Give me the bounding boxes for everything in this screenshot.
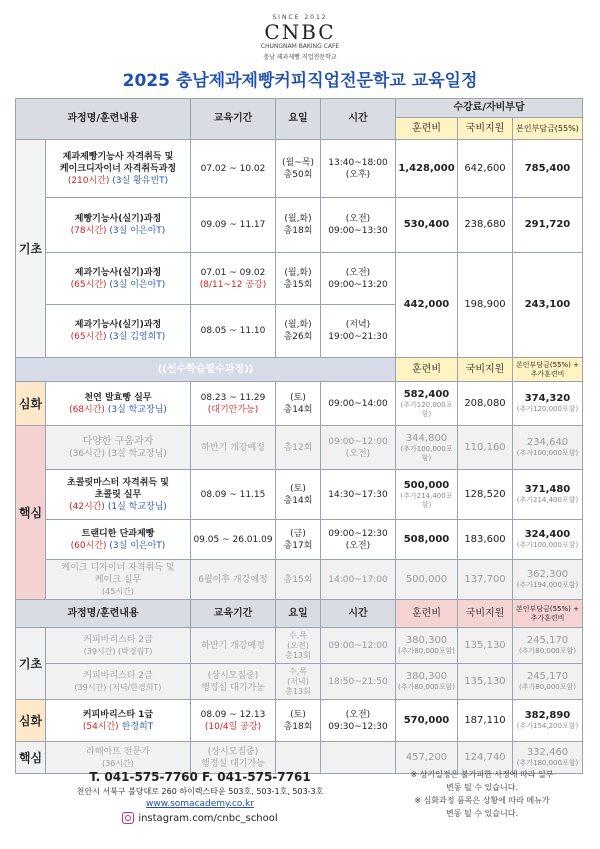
time-cell [321, 140, 396, 198]
time-cell: 09:00~12:00 [321, 628, 396, 664]
self-cell-shared: 243,100 [513, 253, 583, 358]
header2-self: 본인부담금(55%) + 추가훈련비 [513, 600, 583, 628]
instagram-text: instagram.com/cnbc_school [138, 813, 278, 824]
day-2: 총15회 [283, 279, 313, 290]
period-1: (상시모집중) [207, 670, 259, 681]
course-name-2: 케이크디자이너 자격취득과정 [59, 163, 177, 174]
header2-fee: 훈련비 [396, 600, 458, 628]
course-hours: (210시간) [67, 175, 110, 186]
time-cell: 09:00~14:00 [321, 382, 396, 426]
table-row [16, 140, 583, 198]
band-fee: 훈련비 [396, 358, 458, 382]
day-cell-empty [276, 742, 321, 774]
day-2: 총18회 [283, 226, 313, 236]
logo-sub: CHUNGNAM BAKING CAFE [260, 43, 340, 50]
course-sub: (36시간) [102, 758, 134, 768]
fee-value: 582,400 [403, 388, 450, 400]
self-cell [513, 628, 583, 664]
fee-cell: 508,000 [396, 520, 458, 560]
fee-cell: 1,428,000 [396, 140, 458, 198]
time-1: 09:00~12:30 [328, 528, 388, 539]
time-cell [321, 198, 396, 253]
period-cell [191, 742, 276, 774]
course-cell [46, 198, 191, 253]
time-cell: 14:00~17:00 [321, 560, 396, 600]
support-cell: 642,600 [458, 140, 513, 198]
category-coffee-basic: 기초 [16, 628, 46, 700]
course-hours: (54시간) [82, 721, 119, 732]
fee-note: (추가214,400포함) [400, 491, 453, 509]
header2-period: 교육기간 [191, 600, 276, 628]
course-name: 커피바리스타 2급 [83, 634, 153, 645]
fee-cell: 530,400 [396, 198, 458, 253]
fee-cell [396, 382, 458, 426]
day-cell [276, 305, 321, 358]
category-core: 핵심 [16, 426, 46, 600]
time-2: 19:00~21:30 [328, 332, 388, 342]
day-cell: 총12회 [276, 426, 321, 470]
day-2: 총18회 [283, 721, 313, 732]
course-hours: (78시간) [70, 226, 107, 236]
category-advanced: 심화 [16, 382, 46, 426]
time-1: (오전) [345, 267, 371, 278]
time-2: (오전) [345, 448, 371, 459]
period-2: (10/4일 공강) [204, 721, 262, 732]
logo-mark: CNBC [264, 20, 336, 44]
day-2: 총17회 [283, 540, 313, 551]
header-row-coffee [16, 600, 583, 628]
day-1: (토) [290, 392, 306, 403]
course-room: (3실 이은아T) [109, 279, 166, 290]
time-cell [321, 305, 396, 358]
school-logo [250, 14, 350, 61]
table-row [16, 253, 583, 305]
note-line: ※ 상기일정은 불가피한 사정에 따라 일부 [410, 770, 554, 779]
fee-cell [396, 664, 458, 700]
self-note: (추가80,000포함) [518, 647, 576, 655]
self-value: 324,400 [524, 529, 571, 540]
course-room: (3실 이은아T) [109, 226, 166, 236]
day-2: 총14회 [283, 495, 313, 506]
period-cell [191, 382, 276, 426]
course-room: (3실 이은아T) [109, 540, 166, 551]
time-cell [321, 700, 396, 742]
course-cell [46, 520, 191, 560]
instagram-link[interactable] [40, 812, 360, 824]
website-link[interactable]: www.somacademy.co.kr [145, 799, 255, 809]
day-3: 총13회 [285, 650, 311, 660]
header2-support: 국비지원 [458, 600, 513, 628]
course-cell [46, 742, 191, 774]
time-cell [321, 253, 396, 305]
self-cell [513, 560, 583, 600]
fee-note: (추가120,000포함) [400, 400, 453, 418]
time-1: (저녁) [345, 320, 371, 330]
course-room: (3실 황유빈T) [112, 175, 169, 186]
band-support: 국비지원 [458, 358, 513, 382]
course-room: (1실 학교장님) [107, 501, 167, 512]
self-value: 332,460 [526, 747, 569, 758]
logo-since: SINCE 2012 [272, 14, 328, 21]
schedule-table-bakery [15, 98, 583, 774]
self-cell [513, 470, 583, 520]
course-name: 제과제빵기능사 자격취득 및 [62, 151, 174, 162]
support-cell: 128,520 [458, 470, 513, 520]
band-self: 본인부담금(55%) + 추가훈련비 [513, 358, 583, 382]
course-name: 제과기능사(실기)과정 [74, 320, 162, 330]
course-hours: (42시간) [69, 501, 105, 512]
period-cell: 09.05 ~ 26.01.09 [191, 520, 276, 560]
self-cell: 291,720 [513, 198, 583, 253]
self-value: 382,890 [524, 710, 571, 721]
course-name-2: 초콜릿 실무 [94, 489, 142, 500]
day-cell [276, 140, 321, 198]
fee-cell [396, 470, 458, 520]
course-sub: (39시간) (박경림T) [83, 646, 153, 656]
note-line: ※ 심화과정 품목은 상황에 따라 메뉴가 [414, 796, 550, 805]
course-hours: (60시간) [70, 540, 107, 551]
self-note: (추가100,000포함) [516, 449, 579, 457]
day-1: (토) [290, 709, 306, 720]
table-row [16, 198, 583, 253]
self-cell: 785,400 [513, 140, 583, 198]
course-sub: (36시간) (3실 학교장님) [69, 448, 167, 459]
course-cell [46, 628, 191, 664]
time-cell [321, 426, 396, 470]
time-2: (오후) [345, 169, 371, 180]
category-coffee-core: 핵심 [16, 742, 46, 774]
course-name: 천연 발효빵 실무 [84, 392, 152, 403]
self-note: (추가180,000포함) [516, 759, 579, 767]
course-name: 초콜릿마스터 자격취득 및 [67, 477, 169, 488]
self-cell [513, 520, 583, 560]
time-2: 09:30~12:30 [328, 721, 388, 732]
course-hours: (65시간) [70, 279, 107, 290]
table-row [16, 382, 583, 426]
period-1: 08.23 ~ 11.29 [200, 392, 266, 403]
day-2: (오전) [287, 640, 309, 650]
period-cell: 08.09 ~ 11.15 [191, 470, 276, 520]
period-1: 08.09 ~ 12.13 [200, 709, 266, 720]
self-cell [513, 382, 583, 426]
support-cell: 208,080 [458, 382, 513, 426]
header-self: 본인부담금(55%) [513, 118, 583, 140]
support-cell: 135,130 [458, 664, 513, 700]
time-1: 09:00~12:00 [328, 436, 388, 447]
support-cell: 187,110 [458, 700, 513, 742]
course-cell [46, 664, 191, 700]
course-hours: (65시간) [70, 332, 107, 342]
table-row [16, 700, 583, 742]
fee-value: 380,300 [405, 635, 448, 646]
course-name-2: 케이크 실무 [94, 574, 142, 585]
course-cell [46, 382, 191, 426]
time-1: 13:40~18:00 [328, 157, 388, 168]
support-cell: 238,680 [458, 198, 513, 253]
support-cell: 135,130 [458, 628, 513, 664]
self-cell [513, 700, 583, 742]
address: 천안시 서북구 불당대로 260 하이렉스타운 503호, 503-1호, 503-3호 [76, 787, 324, 796]
note-line: 변동 될 수 있습니다. [446, 783, 518, 792]
self-value: 371,480 [524, 484, 571, 495]
time-2: 09:00~13:30 [328, 226, 388, 236]
day-1: (월,화) [284, 267, 312, 278]
course-hours: (68시간) [69, 404, 105, 415]
day-cell [276, 628, 321, 664]
day-cell [276, 382, 321, 426]
self-value: 374,320 [524, 393, 571, 404]
course-cell [46, 560, 191, 600]
period-2: 행정실 대기가능 [201, 682, 265, 693]
day-2: 총14회 [283, 404, 313, 415]
period-cell: 하반기 개강예정 [191, 426, 276, 470]
course-cell [46, 470, 191, 520]
period-cell [191, 700, 276, 742]
support-cell: 110,160 [458, 426, 513, 470]
period-cell: 하반기 개강예정 [191, 628, 276, 664]
period-cell: 08.05 ~ 11.10 [191, 305, 276, 358]
day-2: 총50회 [283, 169, 313, 180]
contact-info [40, 770, 360, 824]
period-1: 07.01 ~ 09.02 [200, 267, 266, 278]
day-cell [276, 198, 321, 253]
day-1: (월,화) [284, 214, 312, 224]
day-cell [276, 664, 321, 700]
period-cell: 6월이후 개강예정 [191, 560, 276, 600]
time-cell [321, 520, 396, 560]
course-name: 커피바리스타 1급 [82, 709, 154, 720]
header-course: 과정명/훈련내용 [16, 99, 191, 140]
header-day: 요일 [276, 99, 321, 140]
header-fee-group: 수강료/자비부담 [396, 99, 583, 118]
fee-cell: 570,000 [396, 700, 458, 742]
day-cell [276, 253, 321, 305]
support-cell-shared: 198,900 [458, 253, 513, 358]
support-cell: 183,600 [458, 520, 513, 560]
table-row [16, 560, 583, 600]
fee-note: (추가100,000포함) [400, 444, 453, 462]
day-1: 수,목 [289, 666, 307, 676]
fee-value: 500,000 [403, 479, 450, 491]
period-1: (상시모집중) [207, 746, 259, 757]
self-note: (추가154,200포함) [516, 722, 579, 730]
day-3: 총13회 [285, 686, 311, 696]
prerequisite-band [16, 358, 583, 382]
fee-value: 344,800 [405, 432, 448, 444]
course-name: 트랜디한 단과제빵 [81, 528, 155, 539]
time-1: (오전) [345, 214, 371, 224]
self-value: 362,300 [526, 569, 569, 580]
self-value: 234,640 [526, 437, 569, 448]
header-period: 교육기간 [191, 99, 276, 140]
self-note: (추가194,000포함) [516, 581, 579, 589]
course-cell [46, 426, 191, 470]
phone-fax: T. 041-575-7760 F. 041-575-7761 [89, 770, 311, 784]
fee-cell: 500,000 [396, 560, 458, 600]
support-cell: 124,740 [458, 742, 513, 774]
logo-school: 충남 제과제빵 직업전문학교 [263, 54, 337, 61]
course-room: (3실 학교장님) [107, 404, 167, 415]
day-1: (월,화) [284, 320, 312, 330]
header2-time: 시간 [321, 600, 396, 628]
course-name: 라떼아트 전문가 [86, 746, 150, 757]
course-sub: (45시간) [102, 586, 134, 596]
fee-note: (추가80,000포함) [397, 647, 455, 655]
notes [382, 768, 582, 820]
self-cell [513, 426, 583, 470]
fee-cell [396, 426, 458, 470]
self-note: (추가120,000포함) [516, 405, 579, 413]
fee-cell-shared: 442,000 [396, 253, 458, 358]
period-2: 행정실 대기가능 [201, 758, 265, 769]
day-1: 수,목 [289, 630, 307, 640]
day-cell [276, 700, 321, 742]
band-label: ((선수학습필수과정)) [16, 358, 396, 382]
fee-cell: 457,200 [396, 742, 458, 774]
course-name: 다양한 구움과자 [82, 435, 154, 447]
time-cell: 14:30~17:30 [321, 470, 396, 520]
instagram-icon [122, 812, 134, 824]
self-value: 245,170 [526, 635, 569, 646]
period-2: (8/11~12 공강) [199, 279, 267, 290]
table-row [16, 628, 583, 664]
self-note: (추가100,000포함) [516, 541, 579, 549]
day-1: (토) [290, 483, 306, 494]
course-name: 제빵기능사(실기)과정 [74, 214, 162, 224]
self-note: (추가80,000포함) [518, 683, 576, 691]
self-note: (추가214,400포함) [516, 496, 579, 504]
time-2: 09:00~13:20 [328, 279, 388, 290]
day-2: 총26회 [283, 332, 313, 342]
course-sub: (39시간) (저녁/한경희T) [74, 682, 162, 692]
day-cell [276, 520, 321, 560]
period-2: (대기안가능) [207, 404, 259, 415]
header-time: 시간 [321, 99, 396, 140]
day-1: (금) [290, 528, 306, 539]
period-cell: 07.02 ~ 10.02 [191, 140, 276, 198]
period-cell: 09.09 ~ 11.17 [191, 198, 276, 253]
course-name: 케이크 디자이너 자격취득 및 [61, 562, 175, 573]
header2-day: 요일 [276, 600, 321, 628]
category-basic: 기초 [16, 140, 46, 358]
period-cell [191, 664, 276, 700]
note-line: 변동 될 수 있습니다. [446, 809, 518, 818]
time-cell: 18:50~21:50 [321, 664, 396, 700]
fee-value: 380,300 [405, 671, 448, 682]
course-cell [46, 253, 191, 305]
day-cell [276, 470, 321, 520]
course-name: 커피바리스타 2급 [83, 670, 153, 681]
course-room: (3실 김영희T) [109, 332, 166, 342]
day-2: (저녁) [287, 676, 309, 686]
self-value: 245,170 [526, 671, 569, 682]
table-row [16, 664, 583, 700]
self-cell [513, 664, 583, 700]
header-support: 국비지원 [458, 118, 513, 140]
day-cell: 총15회 [276, 560, 321, 600]
header2-course: 과정명/훈련내용 [16, 600, 191, 628]
table-row [16, 470, 583, 520]
course-cell [46, 305, 191, 358]
course-cell [46, 140, 191, 198]
support-cell: 137,700 [458, 560, 513, 600]
time-1: (오전) [345, 709, 371, 720]
table-row [16, 426, 583, 470]
fee-note: (추가80,000포함) [397, 683, 455, 691]
course-room: 한경희T [121, 721, 154, 732]
page-title: 2025 충남제과제빵커피직업전문학교 교육일정 [122, 71, 478, 91]
fee-cell [396, 628, 458, 664]
table-row [16, 520, 583, 560]
category-coffee-advanced: 심화 [16, 700, 46, 742]
time-2: (오전) [345, 540, 371, 551]
header-fee: 훈련비 [396, 118, 458, 140]
course-cell [46, 700, 191, 742]
period-cell [191, 253, 276, 305]
course-name: 제과기능사(실기)과정 [74, 267, 162, 278]
day-1: (월~목) [282, 157, 314, 168]
